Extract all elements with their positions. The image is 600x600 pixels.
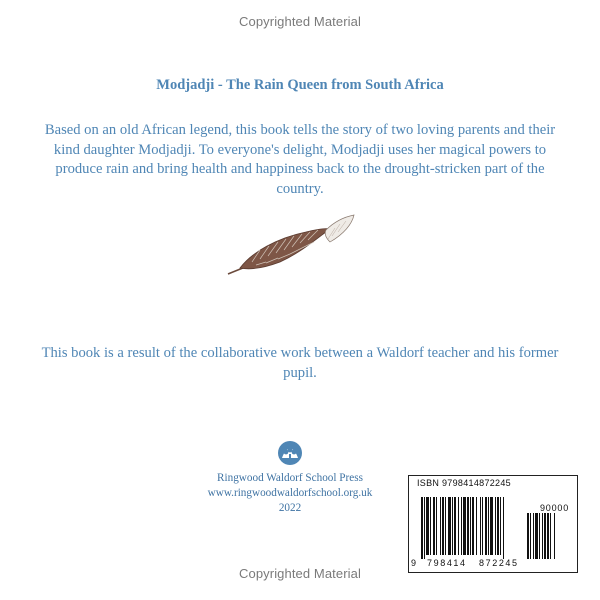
- barcode-addon-bar: [550, 513, 551, 559]
- copyright-watermark-bottom: Copyrighted Material: [239, 566, 361, 581]
- barcode-bar: [445, 497, 446, 555]
- ean-left-digits: 798414: [427, 558, 467, 568]
- barcode-addon-bar: [527, 513, 529, 559]
- barcode-bar: [454, 497, 456, 555]
- barcode-bar: [458, 497, 459, 555]
- barcode-bar: [472, 497, 474, 555]
- book-title: Modjadji - The Rain Queen from South Africa: [156, 77, 444, 93]
- barcode-bar: [470, 497, 471, 555]
- barcode-bar: [424, 497, 425, 559]
- barcode-addon-bar: [530, 513, 531, 559]
- barcode-bar: [461, 497, 462, 555]
- barcode-addon-bar: [547, 513, 549, 559]
- barcode-bar: [463, 497, 466, 555]
- publisher-name: Ringwood Waldorf School Press: [217, 472, 363, 484]
- copyright-watermark-top: Copyrighted Material: [239, 14, 361, 29]
- collaboration-note: This book is a result of the collaborative work between a Waldorf teacher and his former pupil.: [41, 345, 559, 381]
- barcode-bar: [452, 497, 453, 555]
- barcode-bar: [497, 497, 499, 555]
- feather-icon: [222, 212, 362, 284]
- book-description: Based on an old African legend, this book tells the story of two loving parents and their kind daughter Modjadji. To everyone's delight, Modjadji uses her magical powers to produce rain and bring health and happiness back to the drought-stricken part of the country.: [44, 122, 556, 197]
- barcode-bar: [495, 497, 496, 555]
- barcode-bar: [490, 497, 493, 555]
- barcode-bars: [415, 491, 575, 559]
- barcode-bar: [440, 497, 441, 555]
- barcode-bar: [480, 497, 481, 555]
- tree-roundel-icon: [277, 440, 303, 466]
- isbn-label: ISBN 9798414872245: [417, 478, 511, 488]
- ean-first-digit: 9: [411, 558, 417, 568]
- publication-year: 2022: [278, 502, 302, 514]
- barcode-bar: [430, 497, 431, 555]
- barcode-bar: [436, 497, 437, 555]
- barcode-addon-bar: [554, 513, 555, 559]
- barcode-bar: [467, 497, 469, 555]
- barcode-bar: [426, 497, 429, 555]
- publisher-info: [150, 471, 430, 516]
- barcode-bar: [488, 497, 489, 555]
- ean-right-digits: 872245: [479, 558, 519, 568]
- price-code: 90000: [539, 503, 569, 513]
- barcode-bar: [448, 497, 451, 555]
- barcode-bar: [433, 497, 435, 555]
- barcode-addon-bar: [533, 513, 534, 559]
- barcode-bar: [500, 497, 501, 555]
- publisher-website: www.ringwoodwaldorfschool.org.uk: [207, 487, 373, 499]
- barcode-addon-bar: [539, 513, 540, 559]
- barcode-bar: [421, 497, 423, 559]
- barcode-bar: [442, 497, 444, 555]
- barcode-bar: [482, 497, 483, 555]
- barcode-addon-bar: [535, 513, 538, 559]
- isbn-barcode: [408, 475, 578, 573]
- barcode-bar: [485, 497, 487, 555]
- barcode-bar: [503, 497, 504, 559]
- barcode-addon-bar: [544, 513, 546, 559]
- barcode-addon-bar: [542, 513, 543, 559]
- barcode-bar: [476, 497, 477, 555]
